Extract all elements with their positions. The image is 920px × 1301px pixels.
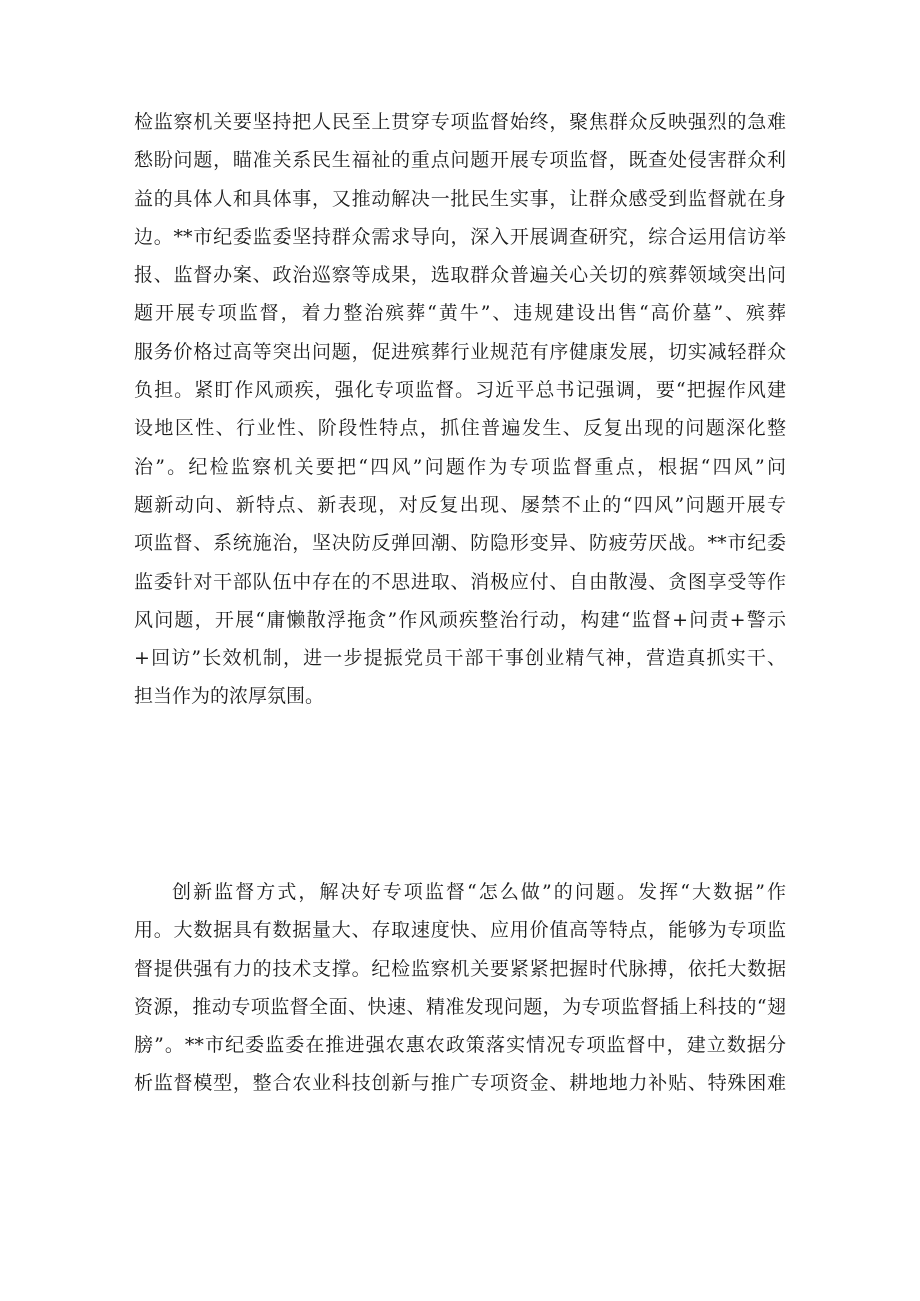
paragraph-line: 设地区性、行业性、阶段性特点，抓住普遍发生、反复出现的问题深化整 <box>134 417 786 440</box>
paragraph-line: 担当作为的浓厚氛围。 <box>134 685 325 708</box>
paragraph-line: 治”。纪检监察机关要把“四风”问题作为专项监督重点，根据“四风”问 <box>134 455 786 478</box>
paragraph-line: 益的具体人和具体事，又推动解决一批民生实事，让群众感受到监督就在身 <box>134 187 786 210</box>
paragraph-line: 愁盼问题，瞄准关系民生福祉的重点问题开展专项监督，既查处侵害群众利 <box>134 149 786 172</box>
paragraph-line: 膀”。**市纪委监委在推进强农惠农政策落实情况专项监督中，建立数据分 <box>134 1034 786 1057</box>
paragraph-line: 报、监督办案、政治巡察等成果，选取群众普遍关心关切的殡葬领域突出问 <box>134 264 786 287</box>
paragraph-line: 检监察机关要坚持把人民至上贯穿专项监督始终，聚焦群众反映强烈的急难 <box>134 111 786 133</box>
paragraph-line: 题开展专项监督，着力整治殡葬“黄牛”、违规建设出售“高价墓”、殡葬 <box>134 302 786 325</box>
paragraph-line: 边。**市纪委监委坚持群众需求导向，深入开展调查研究，综合运用信访举 <box>134 225 786 248</box>
paragraph-line: +回访”长效机制，进一步提振党员干部干事创业精气神，营造真抓实干、 <box>134 647 786 670</box>
paragraph-2 <box>134 873 786 1103</box>
paragraph-line: 负担。紧盯作风顽疾，强化专项监督。习近平总书记强调，要“把握作风建 <box>134 379 786 402</box>
paragraph-line: 用。大数据具有数据量大、存取速度快、应用价值高等特点，能够为专项监 <box>134 919 786 942</box>
paragraph-line: 题新动向、新特点、新表现，对反复出现、屡禁不止的“四风”问题开展专 <box>134 493 786 516</box>
paragraph-line: 监委针对干部队伍中存在的不思进取、消极应付、自由散漫、贪图享受等作 <box>134 570 786 593</box>
paragraph-line: 创新监督方式，解决好专项监督“怎么做”的问题。发挥“大数据”作 <box>172 881 786 903</box>
paragraph-line: 资源，推动专项监督全面、快速、精准发现问题，为专项监督插上科技的“翅 <box>134 995 786 1018</box>
paragraph-line: 项监督、系统施治，坚决防反弹回潮、防隐形变异、防疲劳厌战。**市纪委 <box>134 532 786 555</box>
paragraph-line: 析监督模型，整合农业科技创新与推广专项资金、耕地地力补贴、特殊困难 <box>134 1072 786 1095</box>
paragraph-line: 风问题，开展“庸懒散浮拖贪”作风顽疾整治行动，构建“监督+问责+警示 <box>134 608 786 631</box>
paragraph-line: 服务价格过高等突出问题，促进殡葬行业规范有序健康发展，切实减轻群众 <box>134 340 786 363</box>
paragraph-line: 督提供强有力的技术支撑。纪检监察机关要紧紧把握时代脉搏，依托大数据 <box>134 957 786 980</box>
paragraph-1 <box>134 103 786 716</box>
